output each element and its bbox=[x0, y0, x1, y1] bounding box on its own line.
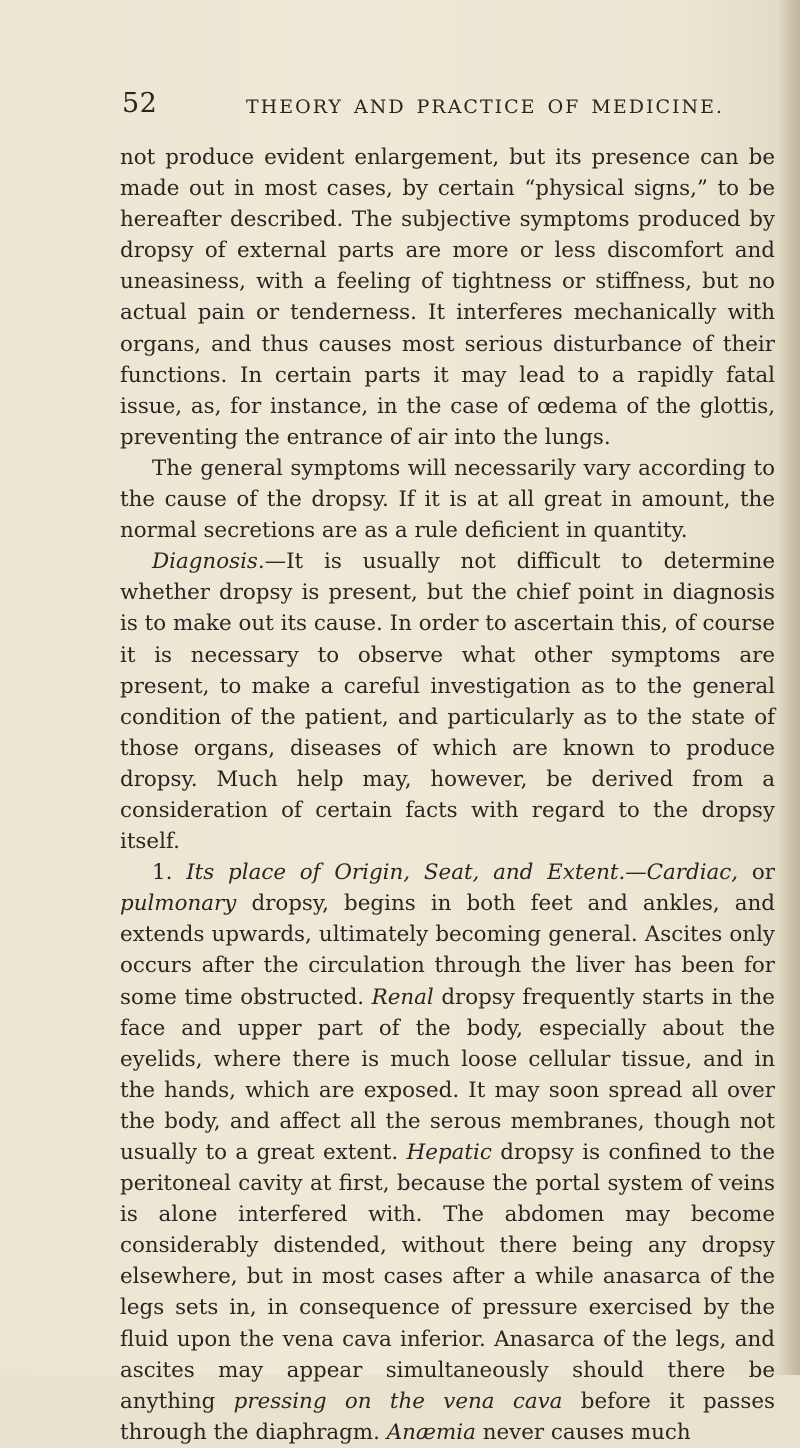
diaphragm-text: before it passes through the diaphragm. bbox=[120, 1388, 775, 1445]
running-title: THEORY AND PRACTICE OF MEDICINE. bbox=[246, 96, 725, 118]
paragraph-origin-seat-extent bbox=[120, 857, 775, 1448]
paragraph-2-text: The general symptoms will necessarily vary according to the cause of the dropsy. If it is at all great in amount, the normal secretions are as a rule deficient in quantity. bbox=[120, 455, 775, 544]
anaemia-term: Anæmia bbox=[386, 1419, 476, 1445]
diagnosis-text: —It is usually not difficult to determine whether dropsy is present, but the chief point in diagnosis is to make out its cause. In order to ascertain this, of course it is necessary to observe what other symptoms are present, to make a careful investigation as to the general condition of the patient, and particularly as to the state of those organs, diseases of which are known to produce dropsy. Much help may, however, be derived from a consideration of certain facts with regard to the dropsy itself. bbox=[120, 549, 775, 855]
hepatic-dropsy-text: dropsy is confined to the peritoneal cavity at first, because the portal system of veins is alone interfered with. The abdomen may become considerably distended, without there being any dropsy elsewhere, but in most cases after a while anasarca of the legs sets in, in consequence of pressure exercised by the fluid upon the vena cava inferior. Anasarca of the legs, and ascites may appear simultaneously should there be anything bbox=[120, 1140, 775, 1414]
anaemia-text: never causes much bbox=[482, 1419, 691, 1445]
body-text bbox=[120, 142, 775, 1448]
hepatic-term: Hepatic bbox=[406, 1140, 492, 1165]
paragraph-1 bbox=[120, 142, 775, 453]
page-edge-shadow bbox=[778, 0, 800, 1375]
pulmonary-term: pulmonary bbox=[120, 891, 237, 917]
section-number: 1. bbox=[152, 860, 173, 886]
cardiac-term: Cardiac, bbox=[646, 860, 739, 886]
paragraph-diagnosis bbox=[120, 546, 775, 857]
paragraph-2 bbox=[120, 453, 775, 546]
or-word: or bbox=[751, 860, 775, 886]
renal-term: Renal bbox=[371, 984, 434, 1010]
cardiac-dropsy-text: dropsy, begins in both feet and ankles, and extends upwards, ultimately becoming general. Ascites only occurs after the circulation through the liver has been for some time obstructed. bbox=[120, 891, 775, 1010]
paragraph-1-text: not produce evident enlargement, but its presence can be made out in most cases, by certain “physical signs,” to be hereafter described. The subjective symptoms produced by dropsy of external parts are more or less discomfort and uneasiness, with a feeling of tightness or stiffness, but no actual pain or tenderness. It interferes mechanically with organs, and thus causes most serious disturbance of their functions. In certain parts it may lead to a rapidly fatal issue, as, for instance, in the case of œdema of the glottis, preventing the entrance of air into the lungs. bbox=[120, 145, 775, 450]
diagnosis-heading: Diagnosis. bbox=[152, 549, 265, 575]
renal-dropsy-text: dropsy frequently starts in the face and upper part of the body, especially about the eyelids, where there is much loose cellular tissue, and in the hands, which are exposed. It may soon spread all over the body, and affect all the serous membranes, though not usually to a great extent. bbox=[120, 984, 775, 1165]
pressing-term: pressing on the vena cava bbox=[233, 1388, 563, 1414]
page-number: 52 bbox=[122, 88, 158, 119]
origin-heading: Its place of Origin, Seat, and Extent. bbox=[186, 860, 626, 886]
running-head bbox=[122, 88, 762, 136]
heading-dash: — bbox=[625, 860, 647, 886]
